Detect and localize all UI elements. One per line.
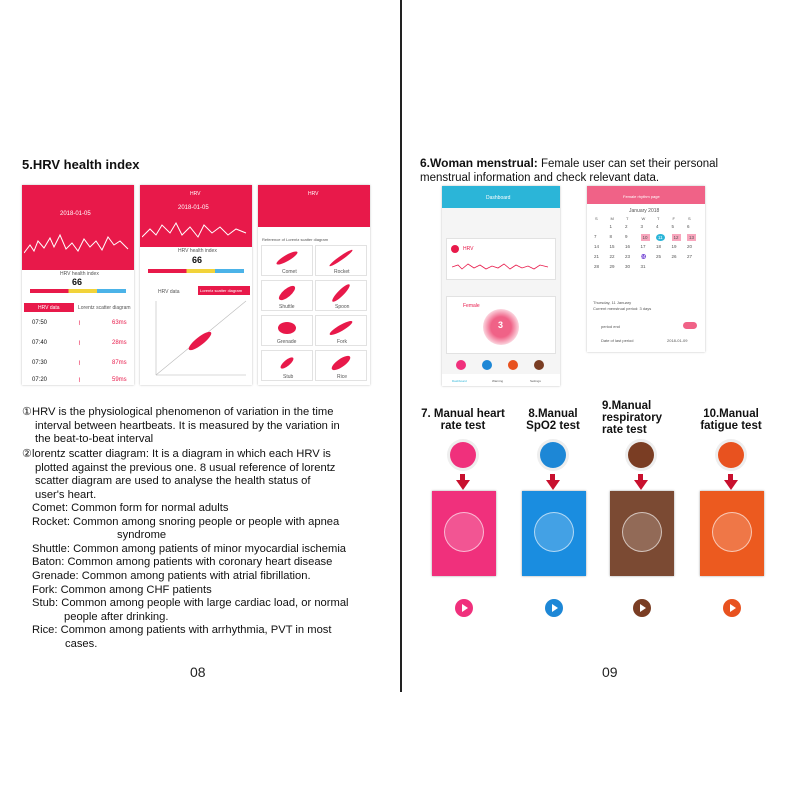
manual-test-title: 10.Manual fatigue test (700, 408, 762, 432)
calendar-day[interactable]: 26 (671, 254, 677, 259)
manual-test-title: 7. Manual heart rate test (421, 408, 505, 432)
period-end-toggle[interactable] (683, 322, 697, 329)
dashboard-header: Dashboard (442, 186, 560, 208)
screen3-ref-label: Reference of Lorentz scatter diagram (262, 237, 329, 242)
play-button[interactable] (545, 599, 563, 617)
calendar-day[interactable]: 17 (640, 244, 646, 249)
heart-icon (451, 245, 459, 253)
screen1-tab-lorentz[interactable]: Lorentz scatter diagram (78, 305, 131, 311)
manual-test-dial (712, 512, 752, 552)
calendar-screenshot (587, 186, 705, 352)
lorentz-card-comet: Comet (261, 245, 313, 276)
dashboard-bottom-nav (442, 374, 560, 386)
last-period-label: Date of last period (601, 338, 634, 343)
hrv-row: 07:50 ⌇ 63ms (32, 320, 127, 327)
heart-rate-icon[interactable] (456, 360, 466, 370)
calendar-day[interactable]: 8 (609, 234, 613, 239)
calendar-day[interactable]: 12 (673, 235, 679, 240)
screen3-header (258, 185, 370, 227)
lorentz-card-grenade: Grenade (261, 315, 313, 346)
nav-dashboard[interactable]: Dashboard (452, 379, 467, 383)
screen2-index-bar (148, 269, 244, 273)
lorentz-type-definitions: Comet: Common form for normal adults Rocket: Common among snoring people or people with apnea syndrome Shuttle: Common among patients of minor myocardial ischemia Baton: Common among patients with coronary heart disease Grenade: Common among patients with atrial fibrillation. Fork: Common among CHF patients Stub: Common among people with large cardiac load, or normal people after drinking. Rice: Common among patients with arrhythmia, PVT in most cases. (32, 502, 349, 650)
screen1-index-value: 66 (72, 277, 83, 287)
def-shuttle: Shuttle: Common among patients of minor myocardial ischemia (32, 542, 347, 555)
manual-test-title: 8.Manual SpO2 test (526, 408, 580, 432)
screen2-tab-hrv-data[interactable]: HRV data (158, 289, 180, 295)
calendar-day[interactable]: 7 (594, 234, 597, 239)
calendar-day[interactable]: 29 (609, 264, 615, 269)
manual-test-dial (444, 512, 484, 552)
nav-warning[interactable]: Warning (492, 379, 504, 383)
def-stub: Stub: Common among people with large cardiac load, or normal (32, 597, 349, 610)
page-number-right: 09 (602, 664, 618, 680)
calendar-day[interactable]: 9 (625, 234, 628, 239)
play-button[interactable] (455, 599, 473, 617)
play-button[interactable] (633, 599, 651, 617)
def-baton: Baton: Common among patients with coronary heart disease (32, 556, 333, 569)
calendar-day[interactable]: 20 (687, 244, 693, 249)
manual-test-icon (450, 442, 476, 468)
screen2-scatter-plot (148, 299, 248, 379)
calendar-day[interactable]: 1 (609, 224, 613, 229)
calendar-day[interactable]: 18 (656, 244, 662, 249)
def-grenade: Grenade: Common among patients with atrial fibrillation. (32, 569, 311, 582)
weekday-label: S (595, 216, 598, 221)
hrv-heading: 5.HRV health index (22, 157, 140, 172)
fatigue-icon[interactable] (508, 360, 518, 370)
calendar-info-date: Thursday, 11 January (593, 300, 632, 305)
calendar-day[interactable]: 25 (656, 254, 662, 259)
lorentz-card-shuttle: Shuttle (261, 280, 313, 311)
screen2-hrv-chart (142, 215, 250, 245)
hrv-definition-paragraph: ①HRV is the physiological phenomenon of variation in the time interval between heartbeats. It is measured by the variation in the beat-to-beat interval (22, 406, 340, 446)
screen2-header (140, 185, 252, 247)
weekday-label: T (657, 216, 660, 221)
def-fork: Fork: Common among CHF patients (32, 583, 212, 596)
weekday-label: T (626, 216, 629, 221)
calendar-day[interactable]: 14 (594, 244, 600, 249)
calendar-day[interactable]: 23 (625, 254, 631, 259)
calendar-day[interactable]: 5 (671, 224, 675, 229)
hrv-screenshot-3 (258, 185, 370, 385)
hrv-screenshot-2 (140, 185, 252, 385)
hrv-row: 07:30 ⌇ 87ms (32, 360, 127, 367)
calendar-day[interactable]: 30 (625, 264, 631, 269)
female-period-circle: 3 (483, 309, 519, 345)
page-number-left: 08 (190, 664, 206, 680)
manual-test-icon (540, 442, 566, 468)
manual-test-icon (718, 442, 744, 468)
hrv-row: 07:20 ⌇ 59ms (32, 377, 127, 384)
dashboard-female-card: Female 3 (446, 296, 556, 354)
calendar-day[interactable]: 28 (594, 264, 600, 269)
manual-test-dial (622, 512, 662, 552)
respiratory-icon[interactable] (534, 360, 544, 370)
def-rice: Rice: Common among patients with arrhythmia, PVT in most (32, 624, 332, 637)
nav-settings[interactable]: Settings (530, 379, 541, 383)
def-rocket: Rocket: Common among snoring people or people with apnea (32, 515, 340, 528)
screen2-index-value: 66 (192, 255, 203, 265)
calendar-day[interactable]: 13 (689, 235, 695, 240)
calendar-day[interactable]: 15 (609, 244, 615, 249)
lorentz-card-rice: Rice (315, 350, 367, 381)
screen2-index-label: HRV health index (178, 248, 217, 254)
manual-test-dial (534, 512, 574, 552)
hrv-row: 07:40 ⌇ 28ms (32, 340, 127, 347)
calendar-day[interactable]: 19 (671, 244, 677, 249)
calendar-day[interactable]: 3 (640, 224, 644, 229)
screen1-header (22, 185, 134, 270)
screen1-index-label: HRV health index (60, 271, 99, 277)
calendar-day[interactable]: 31 (640, 264, 646, 269)
spo2-icon[interactable] (482, 360, 492, 370)
calendar-day[interactable]: 4 (656, 224, 659, 229)
lorentz-card-fork: Fork (315, 315, 367, 346)
calendar-day[interactable]: 10 (642, 235, 648, 240)
calendar-day[interactable]: 22 (609, 254, 615, 259)
last-period-date[interactable]: 2018-01-09 (667, 338, 688, 343)
calendar-day[interactable]: 27 (687, 254, 693, 259)
screen2-date: 2018-01-05 (178, 205, 209, 211)
weekday-label: F (672, 216, 675, 221)
calendar-grid (591, 216, 701, 286)
calendar-month: January 2018 (629, 208, 660, 214)
screen2-title: HRV (190, 191, 201, 197)
lorentz-card-rocket: Rocket (315, 245, 367, 276)
play-button[interactable] (723, 599, 741, 617)
screen1-date: 2018-01-05 (60, 211, 91, 217)
screen1-hrv-chart (24, 223, 132, 268)
calendar-info-period: Current menstrual period: 3 days (593, 306, 652, 311)
dashboard-screenshot (442, 186, 560, 386)
dashboard-hrv-card: HRV (446, 238, 556, 280)
menstrual-heading: 6.Woman menstrual: Female user can set their personal menstrual information and check relevant data. (420, 156, 719, 184)
weekday-label: S (688, 216, 691, 221)
lorentz-card-stub: Stub (261, 350, 313, 381)
lorentz-definition-paragraph: ②lorentz scatter diagram: It is a diagram in which each HRV is plotted against the previous one. 8 usual reference of lorentz scatter diagram are used to analyse the health status of user's heart. (22, 448, 336, 501)
calendar-day[interactable]: 24 (640, 254, 646, 259)
calendar-header: Female rhythm page (587, 186, 705, 204)
calendar-day[interactable]: 2 (625, 224, 628, 229)
weekday-label: M (610, 216, 614, 221)
hrv-screenshot-1 (22, 185, 134, 385)
calendar-day[interactable]: 16 (625, 244, 631, 249)
weekday-label: W (641, 216, 646, 221)
screen1-index-bar (30, 289, 126, 293)
calendar-day[interactable]: 21 (594, 254, 600, 259)
screen3-title: HRV (308, 191, 319, 197)
def-comet: Comet: Common form for normal adults (32, 502, 229, 514)
lorentz-card-spoon: Spoon (315, 280, 367, 311)
manual-test-title: 9.Manual respiratory rate test (602, 400, 663, 436)
manual-test-icon (628, 442, 654, 468)
calendar-day[interactable]: 6 (687, 224, 690, 229)
period-end-label: period end (601, 324, 620, 329)
right-page (402, 0, 800, 800)
screen1-tab-hrv-data[interactable]: HRV data (24, 303, 74, 312)
dashboard-hrv-line (452, 259, 552, 275)
calendar-day[interactable]: 11 (658, 235, 663, 240)
screen2-tab-lorentz[interactable]: Lorentz scatter diagram (198, 286, 250, 295)
